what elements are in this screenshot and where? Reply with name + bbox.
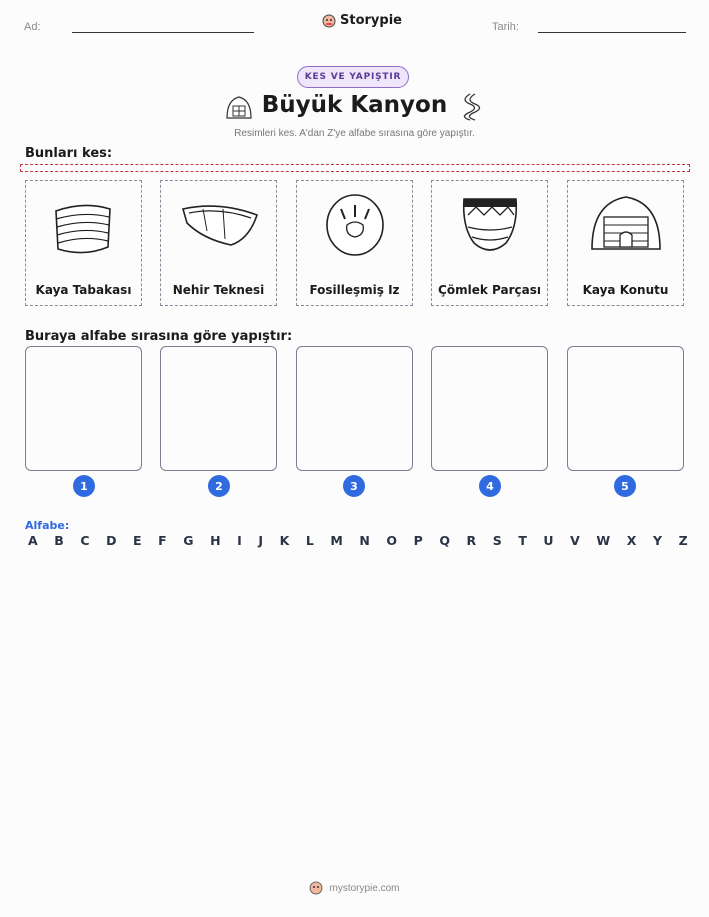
cut-card-rock-layers[interactable] (25, 180, 142, 306)
alphabet-letter: V (570, 533, 580, 548)
card-label: Çömlek Parçası (438, 283, 541, 297)
name-line[interactable] (72, 32, 254, 33)
cut-line (20, 164, 690, 172)
paste-box-4[interactable] (431, 346, 548, 471)
alphabet-letter: S (492, 533, 502, 548)
alphabet-letter: Q (439, 533, 450, 548)
alphabet-letter: I (237, 533, 242, 548)
alphabet-letter: J (258, 533, 263, 548)
page-title: Büyük Kanyon (261, 92, 448, 118)
footprint-fossil-icon (315, 187, 395, 267)
paste-number-4: 4 (479, 475, 501, 497)
alphabet-letter: E (133, 533, 142, 548)
alphabet-letter: X (626, 533, 637, 548)
cut-card-pottery[interactable] (431, 180, 548, 306)
name-label: Ad: (24, 21, 41, 33)
paste-number-5: 5 (614, 475, 636, 497)
instructions: Resimleri kes. A'dan Z'ye alfabe sırasına göre yapıştır. (234, 128, 475, 139)
date-label: Tarih: (492, 21, 519, 33)
alphabet-letter: Y (652, 533, 662, 548)
alphabet-letter: L (305, 533, 314, 548)
activity-badge: KES VE YAPIŞTIR (297, 66, 409, 88)
alphabet-letter: B (54, 533, 64, 548)
cut-card-rock-dwelling[interactable] (567, 180, 684, 306)
paste-number-2: 2 (208, 475, 230, 497)
alphabet-letter: W (596, 533, 611, 548)
alphabet-letter: R (466, 533, 477, 548)
alphabet-letter: T (518, 533, 527, 548)
rock-dwelling-icon (586, 187, 666, 267)
paste-number-1: 1 (73, 475, 95, 497)
alphabet-row (28, 533, 688, 548)
pottery-icon (450, 187, 530, 267)
paste-box-5[interactable] (567, 346, 684, 471)
paste-box-3[interactable] (296, 346, 413, 471)
paste-heading: Buraya alfabe sırasına göre yapıştır: (25, 329, 293, 344)
brand-name: Storypie (340, 13, 402, 28)
alphabet-letter: N (359, 533, 370, 548)
card-label: Nehir Teknesi (172, 283, 265, 297)
cut-card-fossil-print[interactable] (296, 180, 413, 306)
alphabet-label: Alfabe: (25, 519, 70, 532)
paste-box-2[interactable] (160, 346, 277, 471)
cut-heading: Bunları kes: (25, 146, 113, 161)
date-line[interactable] (538, 32, 686, 33)
card-label: Kaya Tabakası (35, 283, 132, 297)
alphabet-letter: Z (678, 533, 688, 548)
alphabet-letter: F (158, 533, 167, 548)
alphabet-letter: H (210, 533, 221, 548)
storypie-footer-icon (309, 881, 323, 895)
brand-logo (322, 13, 402, 28)
alphabet-letter: K (279, 533, 290, 548)
boat-icon (179, 187, 259, 267)
alphabet-letter: U (543, 533, 554, 548)
river-canyon-icon (456, 92, 484, 126)
footer (0, 881, 709, 895)
paste-number-3: 3 (343, 475, 365, 497)
card-label: Fosilleşmiş Iz (309, 283, 400, 297)
storypie-logo-icon (322, 14, 336, 28)
alphabet-letter: P (413, 533, 423, 548)
alphabet-letter: A (28, 533, 38, 548)
rock-layers-icon (44, 187, 124, 267)
footer-url: mystorypie.com (329, 882, 400, 894)
alphabet-letter: G (183, 533, 194, 548)
alphabet-letter: D (106, 533, 117, 548)
alphabet-letter: M (330, 533, 343, 548)
alphabet-letter: C (80, 533, 90, 548)
paste-box-1[interactable] (25, 346, 142, 471)
card-label: Kaya Konutu (582, 283, 669, 297)
cut-card-river-boat[interactable] (160, 180, 277, 306)
alphabet-letter: O (386, 533, 398, 548)
